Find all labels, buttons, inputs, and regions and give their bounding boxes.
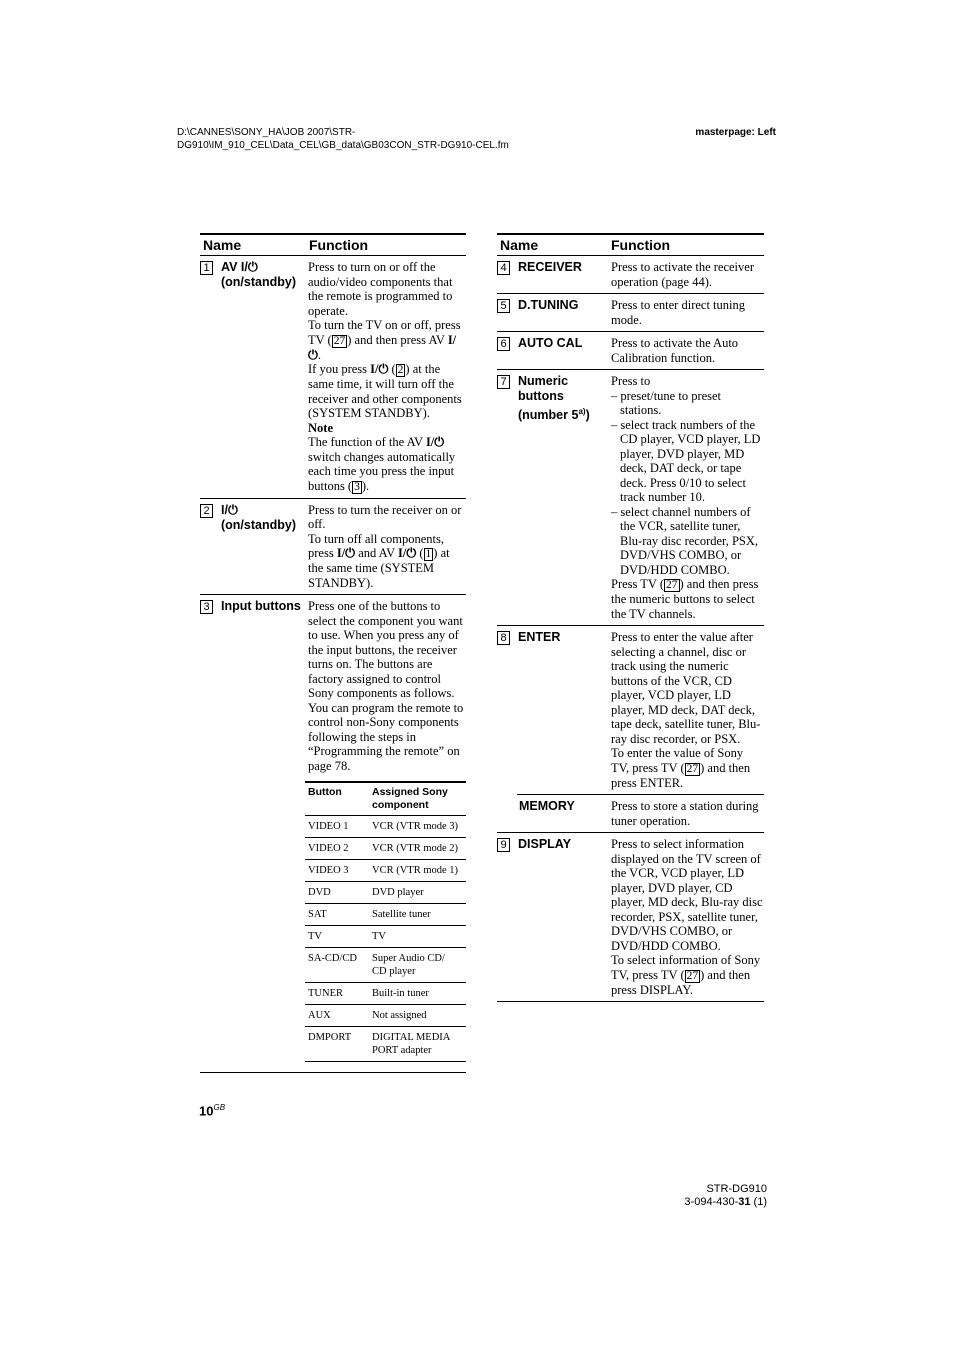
- function-text: Press TV ( 27 ) and then press the numeric buttons to select the TV channels.: [611, 577, 759, 621]
- function-column-header: Function: [611, 237, 671, 253]
- function-text: Press to select information displayed on the TV screen of the VCR, VCD player, LD player, DVD player, CD player, MD deck, Blu-ray disc recorder, PSX, satellite tuner, DVD/VHS COMBO, or DVD/HDD COMBO.: [611, 837, 763, 953]
- assignment-row: VIDEO 3 VCR (VTR mode 1): [305, 860, 466, 882]
- assignment-row: DVD DVD player: [305, 882, 466, 904]
- row-name: DISPLAY: [518, 837, 572, 851]
- row-function: [308, 599, 466, 1062]
- row-name: AV I/⏻ (on/standby): [221, 260, 296, 289]
- table-row: [497, 833, 764, 1002]
- function-text: You can program the remote to control non-Sony components following the steps in “Programming the remote” on page 78.: [308, 700, 464, 773]
- file-path-line1: D:\CANNES\SONY_HA\JOB 2007\STR-: [177, 127, 356, 138]
- assignment-row: VIDEO 1 VCR (VTR mode 3): [305, 816, 466, 838]
- function-text: Press to turn on or off the audio/video components that the remote is programmed to operate.: [308, 260, 453, 318]
- table-row: [497, 332, 764, 370]
- callout-number: 2: [200, 504, 213, 518]
- row-name: AUTO CAL: [518, 336, 583, 350]
- function-text: – preset/tune to preset stations.: [611, 388, 722, 417]
- row-function: [611, 374, 764, 621]
- function-text: To turn the TV on or off, press TV ( 27 ) and then press AV I/⏻.: [308, 318, 461, 362]
- table-row: [497, 626, 764, 794]
- function-text: – select channel numbers of the VCR, satellite tuner, Blu-ray disc recorder, PSX, DVD/VHS COMBO, or DVD/HDD COMBO.: [611, 504, 759, 577]
- function-text: Press to turn the receiver on or off.: [308, 502, 462, 531]
- function-text: To enter the value of Sony TV, press TV ( 27 ) and then press ENTER.: [611, 746, 751, 790]
- row-function: [611, 260, 764, 289]
- left-table: [200, 233, 466, 1073]
- row-name: MEMORY: [519, 799, 575, 813]
- callout-number: 6: [497, 337, 510, 351]
- assignment-row: SAT Satellite tuner: [305, 904, 466, 926]
- assignment-table: [305, 781, 466, 1062]
- table-row: [497, 795, 764, 833]
- row-function: [611, 837, 764, 997]
- callout-number: 4: [497, 261, 510, 275]
- function-text: Press to enter direct tuning mode.: [611, 298, 745, 327]
- table-row: [200, 256, 466, 499]
- table-row: [497, 256, 764, 294]
- callout-number: 5: [497, 299, 510, 313]
- assignment-row: DMPORT DIGITAL MEDIA PORT adapter: [305, 1027, 466, 1062]
- file-path: [177, 127, 509, 152]
- function-text: Press to enter the value after selecting a channel, disc or track using the numeric buttons of the VCR, CD player, VCD player, LD player, MD deck, DAT deck, tape deck, satellite tuner, Blu-ray disc recorder, or PSX.: [611, 630, 761, 746]
- row-name: RECEIVER: [518, 260, 582, 274]
- function-text: Press to: [611, 374, 651, 388]
- name-column-header: Name: [203, 237, 242, 253]
- function-text: To turn off all components, press I/⏻ and AV I/⏻ ( 1 ) at the same time (SYSTEM STANDBY).: [308, 531, 450, 590]
- row-function: [308, 260, 466, 494]
- function-text: To select information of Sony TV, press TV ( 27 ) and then press DISPLAY.: [611, 953, 761, 997]
- assignment-row: SA-CD/CD Super Audio CD/ CD player: [305, 948, 466, 983]
- callout-number: 9: [497, 838, 510, 852]
- row-function: [611, 298, 764, 327]
- callout-number: 1: [200, 261, 213, 275]
- assignment-row: VIDEO 2 VCR (VTR mode 2): [305, 838, 466, 860]
- function-text: The function of the AV I/⏻ switch changes automatically each time you press the input buttons ( 3 ).: [308, 435, 456, 493]
- row-name: Input buttons: [221, 599, 301, 613]
- function-text: Press one of the buttons to select the component you want to use. When you press any of the input buttons, the receiver turns on. The buttons are factory assigned to control Sony components as follows.: [308, 599, 463, 700]
- callout-number: 3: [200, 600, 213, 614]
- row-name: Numeric buttons (number 5$^{a)}$): [518, 374, 590, 423]
- table-row: [497, 294, 764, 332]
- assignment-row: TUNER Built-in tuner: [305, 983, 466, 1005]
- row-name: I/⏻ (on/standby): [221, 502, 296, 532]
- assignment-row: AUX Not assigned: [305, 1005, 466, 1027]
- function-text: If you press I/⏻ ( 2 ) at the same time, it will turn off the receiver and other components (SYSTEM STANDBY).: [308, 362, 462, 420]
- masterpage-label: masterpage: Left: [695, 127, 776, 138]
- table-row: [200, 499, 466, 596]
- callout-number: 8: [497, 631, 510, 645]
- row-function: [611, 630, 764, 790]
- left-table-header: [200, 233, 466, 256]
- assignment-table-header: Button Assigned Sony component: [305, 781, 466, 816]
- table-row: [200, 595, 466, 1073]
- function-text: Press to activate the Auto Calibration function.: [611, 336, 739, 365]
- function-column-header: Function: [309, 237, 369, 253]
- row-function: [611, 799, 764, 828]
- right-table-header: [497, 233, 764, 256]
- file-path-line2: DG910\IM_910_CEL\Data_CEL\GB_data\GB03CON_STR-DG910-CEL.fm: [177, 139, 509, 151]
- function-text: Press to activate the receiver operation (page 44).: [611, 260, 754, 289]
- callout-number: 7: [497, 375, 510, 389]
- assignment-row: TV TV: [305, 926, 466, 948]
- row-name: ENTER: [518, 630, 561, 644]
- part-code: 3-094-430-31 (1): [684, 1195, 767, 1208]
- row-function: [611, 336, 764, 365]
- table-row: [497, 370, 764, 626]
- page-number: $10^{GB}$: [199, 1103, 226, 1119]
- name-column-header: Name: [500, 237, 539, 253]
- function-text: Press to store a station during tuner operation.: [611, 799, 759, 828]
- right-table: [497, 233, 764, 1002]
- row-function: [308, 503, 466, 591]
- function-text: – select track numbers of the CD player, VCD player, LD player, DVD player, MD deck, DAT deck, or tape deck. Press 0/10 to select track number 10.: [611, 417, 761, 504]
- footer: [684, 1183, 767, 1208]
- model-number: STR-DG910: [706, 1183, 767, 1195]
- note-label: Note: [308, 420, 333, 435]
- row-name: D.TUNING: [518, 298, 579, 312]
